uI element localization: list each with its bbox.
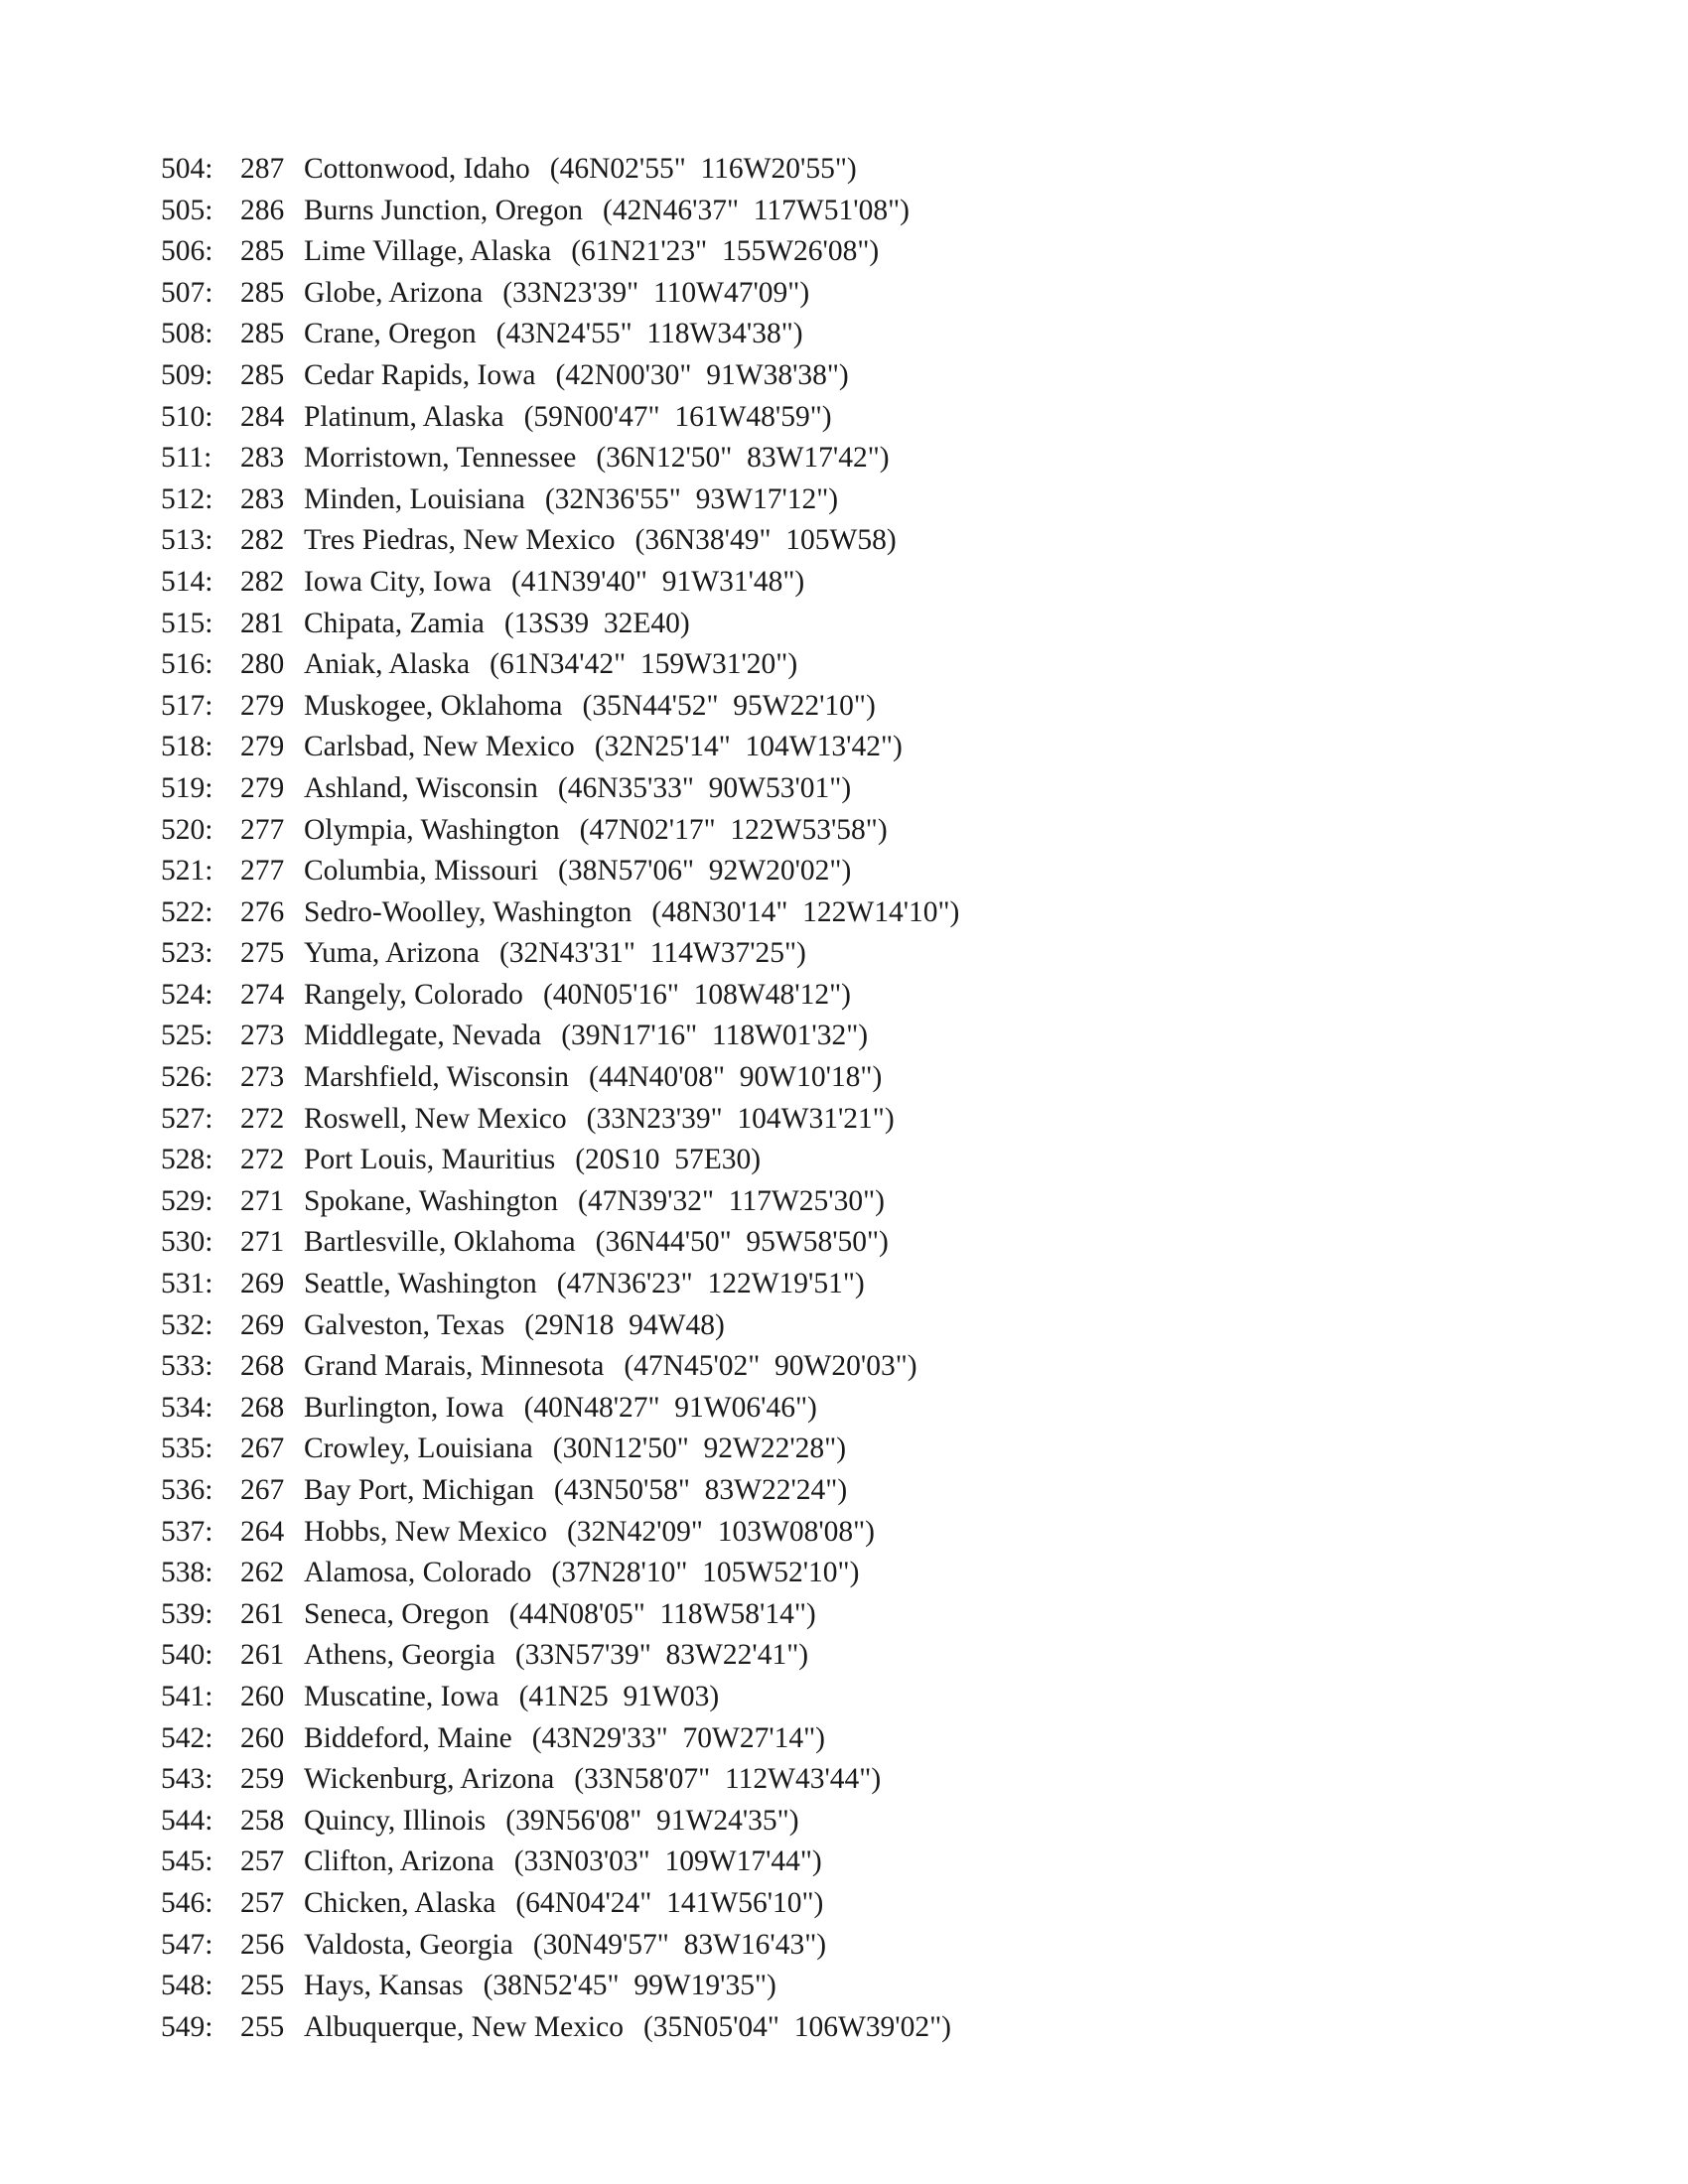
rank-number: 545: (161, 1845, 213, 1878)
rank-number: 523: (161, 937, 213, 970)
list-item (161, 355, 1531, 397)
rank-number: 521: (161, 855, 213, 887)
coordinates: (47N02'17" 122W53'58") (579, 813, 888, 846)
coordinates: (33N03'03" 109W17'44") (513, 1845, 822, 1878)
rank-number: 531: (161, 1268, 213, 1300)
list-item (161, 1181, 1531, 1223)
place-name: Lime Village, Alaska (304, 235, 552, 268)
coordinates: (39N56'08" 91W24'35") (505, 1804, 799, 1837)
rank-number: 535: (161, 1433, 213, 1465)
place-name: Seneca, Oregon (304, 1597, 490, 1630)
coordinates: (33N58'07" 112W43'44") (574, 1763, 882, 1796)
place-name: Athens, Georgia (304, 1639, 495, 1672)
coordinates: (35N05'04" 106W39'02") (642, 2010, 951, 2043)
value-number: 279 (240, 731, 285, 763)
list-item (161, 686, 1531, 728)
rank-number: 540: (161, 1639, 213, 1672)
coordinates: (47N45'02" 90W20'03") (624, 1350, 917, 1383)
value-number: 272 (240, 1102, 285, 1135)
list-item (161, 1470, 1531, 1512)
place-name: Aniak, Alaska (304, 648, 471, 681)
ranked-location-list (161, 149, 1531, 2048)
value-number: 274 (240, 978, 285, 1011)
rank-number: 528: (161, 1144, 213, 1176)
coordinates: (64N04'24" 141W56'10") (515, 1886, 824, 1919)
place-name: Burns Junction, Oregon (304, 194, 584, 226)
coordinates: (59N00'47" 161W48'59") (523, 400, 832, 433)
place-name: Hays, Kansas (304, 1970, 464, 2002)
coordinates: (36N38'49" 105W58) (634, 524, 897, 557)
coordinates: (13S39 32E40) (503, 607, 690, 639)
place-name: Wickenburg, Arizona (304, 1763, 555, 1796)
place-name: Chicken, Alaska (304, 1886, 496, 1919)
coordinates: (37N28'10" 105W52'10") (551, 1557, 860, 1589)
value-number: 283 (240, 482, 285, 515)
list-item (161, 604, 1531, 645)
value-number: 281 (240, 607, 285, 639)
rank-number: 506: (161, 235, 213, 268)
value-number: 268 (240, 1350, 285, 1383)
rank-number: 518: (161, 731, 213, 763)
place-name: Marshfield, Wisconsin (304, 1061, 570, 1094)
place-name: Cottonwood, Idaho (304, 153, 530, 185)
value-number: 280 (240, 648, 285, 681)
rank-number: 541: (161, 1680, 213, 1712)
coordinates: (48N30'14" 122W14'10") (651, 895, 960, 928)
rank-number: 546: (161, 1886, 213, 1919)
rank-number: 542: (161, 1721, 213, 1754)
coordinates: (33N23'39" 104W31'21") (586, 1102, 895, 1135)
list-item (161, 933, 1531, 975)
coordinates: (30N12'50" 92W22'28") (552, 1433, 847, 1465)
rank-number: 520: (161, 813, 213, 846)
coordinates: (36N44'50" 95W58'50") (595, 1226, 889, 1259)
list-item (161, 1759, 1531, 1801)
value-number: 259 (240, 1763, 285, 1796)
coordinates: (29N18 94W48) (524, 1308, 725, 1341)
rank-number: 504: (161, 153, 213, 185)
value-number: 271 (240, 1184, 285, 1217)
value-number: 257 (240, 1845, 285, 1878)
list-item (161, 1677, 1531, 1718)
place-name: Platinum, Alaska (304, 400, 504, 433)
rank-number: 539: (161, 1597, 213, 1630)
value-number: 272 (240, 1144, 285, 1176)
place-name: Port Louis, Mauritius (304, 1144, 556, 1176)
place-name: Crowley, Louisiana (304, 1433, 533, 1465)
rank-number: 536: (161, 1474, 213, 1506)
coordinates: (46N02'55" 116W20'55") (549, 153, 857, 185)
rank-number: 505: (161, 194, 213, 226)
list-item (161, 397, 1531, 439)
coordinates: (42N46'37" 117W51'08") (603, 194, 910, 226)
value-number: 260 (240, 1721, 285, 1754)
coordinates: (47N39'32" 117W25'30") (578, 1184, 885, 1217)
coordinates: (43N24'55" 118W34'38") (495, 318, 803, 350)
list-item (161, 562, 1531, 604)
rank-number: 512: (161, 482, 213, 515)
value-number: 287 (240, 153, 285, 185)
list-item (161, 1512, 1531, 1554)
place-name: Chipata, Zamia (304, 607, 485, 639)
coordinates: (32N43'31" 114W37'25") (498, 937, 806, 970)
place-name: Galveston, Texas (304, 1308, 505, 1341)
rank-number: 508: (161, 318, 213, 350)
list-item (161, 191, 1531, 232)
list-item (161, 851, 1531, 892)
value-number: 264 (240, 1515, 285, 1548)
value-number: 283 (240, 442, 285, 475)
place-name: Cedar Rapids, Iowa (304, 358, 536, 391)
list-item (161, 1842, 1531, 1883)
value-number: 268 (240, 1391, 285, 1424)
place-name: Yuma, Arizona (304, 937, 480, 970)
place-name: Minden, Louisiana (304, 482, 525, 515)
list-item (161, 1099, 1531, 1141)
list-item (161, 727, 1531, 768)
rank-number: 549: (161, 2010, 213, 2043)
list-item (161, 1264, 1531, 1305)
value-number: 269 (240, 1268, 285, 1300)
list-item (161, 1718, 1531, 1760)
place-name: Hobbs, New Mexico (304, 1515, 547, 1548)
rank-number: 529: (161, 1184, 213, 1217)
rank-number: 511: (161, 442, 212, 475)
rank-number: 525: (161, 1020, 213, 1052)
rank-number: 547: (161, 1928, 213, 1961)
value-number: 285 (240, 358, 285, 391)
place-name: Alamosa, Colorado (304, 1557, 532, 1589)
value-number: 282 (240, 565, 285, 598)
list-item (161, 1553, 1531, 1594)
rank-number: 507: (161, 276, 213, 309)
coordinates: (44N08'05" 118W58'14") (508, 1597, 816, 1630)
list-item (161, 314, 1531, 355)
coordinates: (43N50'58" 83W22'24") (553, 1474, 848, 1506)
place-name: Carlsbad, New Mexico (304, 731, 575, 763)
rank-number: 524: (161, 978, 213, 1011)
place-name: Roswell, New Mexico (304, 1102, 567, 1135)
list-item (161, 1305, 1531, 1347)
rank-number: 522: (161, 895, 213, 928)
list-item (161, 2007, 1531, 2049)
place-name: Bay Port, Michigan (304, 1474, 534, 1506)
value-number: 262 (240, 1557, 285, 1589)
value-number: 257 (240, 1886, 285, 1919)
rank-number: 530: (161, 1226, 213, 1259)
value-number: 256 (240, 1928, 285, 1961)
rank-number: 515: (161, 607, 213, 639)
coordinates: (61N21'23" 155W26'08") (571, 235, 880, 268)
list-item (161, 1016, 1531, 1057)
list-item (161, 892, 1531, 934)
value-number: 286 (240, 194, 285, 226)
rank-number: 516: (161, 648, 213, 681)
value-number: 279 (240, 689, 285, 722)
place-name: Muskogee, Oklahoma (304, 689, 563, 722)
list-item (161, 1594, 1531, 1636)
coordinates: (40N48'27" 91W06'46") (523, 1391, 817, 1424)
coordinates: (41N39'40" 91W31'48") (510, 565, 805, 598)
place-name: Columbia, Missouri (304, 855, 539, 887)
list-item (161, 1966, 1531, 2007)
list-item (161, 231, 1531, 273)
value-number: 267 (240, 1433, 285, 1465)
place-name: Crane, Oregon (304, 318, 477, 350)
place-name: Muscatine, Iowa (304, 1680, 499, 1712)
list-item (161, 1883, 1531, 1925)
value-number: 271 (240, 1226, 285, 1259)
coordinates: (38N57'06" 92W20'02") (558, 855, 852, 887)
place-name: Middlegate, Nevada (304, 1020, 542, 1052)
coordinates: (20S10 57E30) (575, 1144, 762, 1176)
list-item (161, 479, 1531, 521)
value-number: 285 (240, 318, 285, 350)
rank-number: 526: (161, 1061, 213, 1094)
rank-number: 544: (161, 1804, 213, 1837)
list-item (161, 1388, 1531, 1430)
value-number: 285 (240, 276, 285, 309)
place-name: Burlington, Iowa (304, 1391, 504, 1424)
coordinates: (46N35'33" 90W53'01") (557, 771, 852, 804)
value-number: 277 (240, 855, 285, 887)
rank-number: 517: (161, 689, 213, 722)
coordinates: (42N00'30" 91W38'38") (555, 358, 849, 391)
rank-number: 534: (161, 1391, 213, 1424)
value-number: 260 (240, 1680, 285, 1712)
coordinates: (35N44'52" 95W22'10") (582, 689, 876, 722)
list-item (161, 1222, 1531, 1264)
value-number: 285 (240, 235, 285, 268)
list-item (161, 1429, 1531, 1470)
value-number: 261 (240, 1639, 285, 1672)
place-name: Biddeford, Maine (304, 1721, 512, 1754)
place-name: Rangely, Colorado (304, 978, 523, 1011)
list-item (161, 1140, 1531, 1181)
list-item (161, 520, 1531, 562)
place-name: Seattle, Washington (304, 1268, 537, 1300)
coordinates: (40N05'16" 108W48'12") (542, 978, 851, 1011)
coordinates: (36N12'50" 83W17'42") (596, 442, 890, 475)
place-name: Tres Piedras, New Mexico (304, 524, 616, 557)
rank-number: 548: (161, 1970, 213, 2002)
place-name: Quincy, Illinois (304, 1804, 487, 1837)
list-item (161, 1057, 1531, 1099)
place-name: Grand Marais, Minnesota (304, 1350, 605, 1383)
list-item (161, 810, 1531, 852)
coordinates: (41N25 91W03) (518, 1680, 720, 1712)
value-number: 273 (240, 1020, 285, 1052)
value-number: 258 (240, 1804, 285, 1837)
value-number: 255 (240, 1970, 285, 2002)
value-number: 255 (240, 2010, 285, 2043)
value-number: 261 (240, 1597, 285, 1630)
coordinates: (47N36'23" 122W19'51") (556, 1268, 865, 1300)
rank-number: 538: (161, 1557, 213, 1589)
place-name: Valdosta, Georgia (304, 1928, 513, 1961)
place-name: Olympia, Washington (304, 813, 560, 846)
coordinates: (39N17'16" 118W01'32") (561, 1020, 869, 1052)
list-item (161, 438, 1531, 479)
rank-number: 537: (161, 1515, 213, 1548)
value-number: 282 (240, 524, 285, 557)
list-item (161, 644, 1531, 686)
coordinates: (33N57'39" 83W22'41") (514, 1639, 809, 1672)
value-number: 276 (240, 895, 285, 928)
value-number: 269 (240, 1308, 285, 1341)
list-item (161, 1925, 1531, 1967)
place-name: Albuquerque, New Mexico (304, 2010, 624, 2043)
value-number: 279 (240, 771, 285, 804)
rank-number: 543: (161, 1763, 213, 1796)
coordinates: (32N36'55" 93W17'12") (544, 482, 839, 515)
list-item (161, 768, 1531, 810)
rank-number: 532: (161, 1308, 213, 1341)
place-name: Spokane, Washington (304, 1184, 559, 1217)
place-name: Morristown, Tennessee (304, 442, 577, 475)
place-name: Sedro-Woolley, Washington (304, 895, 633, 928)
coordinates: (38N52'45" 99W19'35") (483, 1970, 776, 2002)
place-name: Clifton, Arizona (304, 1845, 494, 1878)
coordinates: (32N25'14" 104W13'42") (594, 731, 903, 763)
coordinates: (43N29'33" 70W27'14") (531, 1721, 825, 1754)
coordinates: (32N42'09" 103W08'08") (566, 1515, 875, 1548)
list-item (161, 1801, 1531, 1843)
value-number: 277 (240, 813, 285, 846)
list-item (161, 1346, 1531, 1388)
value-number: 275 (240, 937, 285, 970)
value-number: 267 (240, 1474, 285, 1506)
coordinates: (30N49'57" 83W16'43") (532, 1928, 827, 1961)
rank-number: 510: (161, 400, 213, 433)
place-name: Bartlesville, Oklahoma (304, 1226, 576, 1259)
coordinates: (33N23'39" 110W47'09") (502, 276, 810, 309)
value-number: 273 (240, 1061, 285, 1094)
list-item (161, 149, 1531, 191)
coordinates: (44N40'08" 90W10'18") (589, 1061, 883, 1094)
value-number: 284 (240, 400, 285, 433)
place-name: Ashland, Wisconsin (304, 771, 538, 804)
rank-number: 519: (161, 771, 213, 804)
list-item (161, 1635, 1531, 1677)
rank-number: 513: (161, 524, 213, 557)
rank-number: 527: (161, 1102, 213, 1135)
list-item (161, 975, 1531, 1017)
place-name: Globe, Arizona (304, 276, 484, 309)
rank-number: 514: (161, 565, 213, 598)
list-item (161, 273, 1531, 315)
place-name: Iowa City, Iowa (304, 565, 492, 598)
rank-number: 509: (161, 358, 213, 391)
rank-number: 533: (161, 1350, 213, 1383)
coordinates: (61N34'42" 159W31'20") (490, 648, 798, 681)
